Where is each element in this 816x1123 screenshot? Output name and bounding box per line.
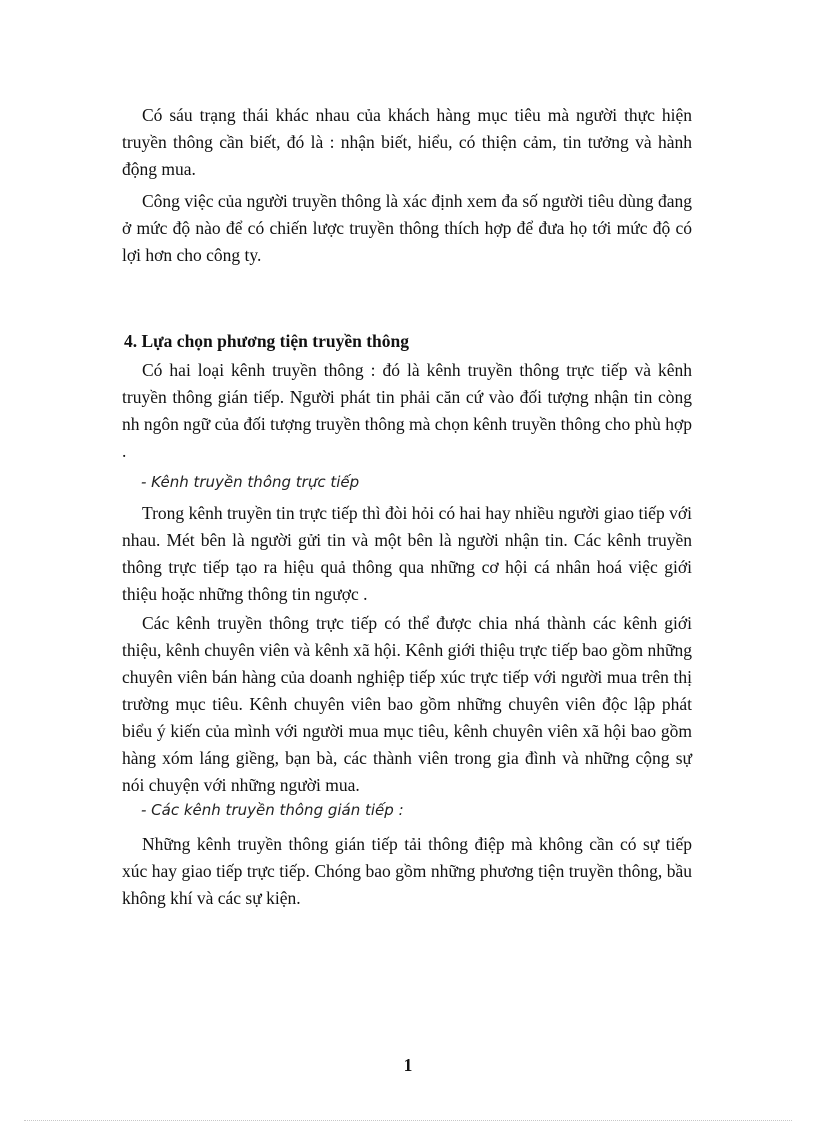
footer-divider [24, 1120, 792, 1121]
paragraph-communicator-task: Công việc của người truyền thông là xác định xem đa số người tiêu dùng đang ở mức độ nào để có chiến lược truyền thông thích hợp để đưa họ tới mức độ có lợi hơn cho công ty. [122, 191, 692, 265]
paragraph-customer-states: Có sáu trạng thái khác nhau của khách hàng mục tiêu mà người thực hiện truyền thông cần biết, đó là : nhận biết, hiểu, có thiện cảm, tin tưởng và hành động mua. [122, 105, 692, 179]
subheading-direct-channel: - Kênh truyền thông trực tiếp [141, 473, 360, 491]
paragraph-indirect-channel: Những kênh truyền thông gián tiếp tải thông điệp mà không cần có sự tiếp xúc hay giao tiếp trực tiếp. Chóng bao gồm những phương tiện truyền thông, bầu không khí và các sự kiện. [122, 834, 692, 908]
page-number: 1 [403, 1055, 413, 1075]
paragraph-direct-channel: Trong kênh truyền tin trực tiếp thì đòi hỏi có hai hay nhiều người giao tiếp với nhau. Mét bên là người gửi tin và một bên là người nhận tin. Các kênh truyền thông trực tiếp tạo ra hiệu quả thông qua những cơ hội cá nhân hoá việc giới thiệu hoặc những thông tin ngược . [122, 503, 692, 604]
paragraph-channel-types: Có hai loại kênh truyền thông : đó là kênh truyền thông trực tiếp và kênh truyền thông gián tiếp. Người phát tin phải căn cứ vào đối tượng nhận tin còng nh ngôn ngữ của đối tượng truyền thông mà chọn kênh truyền thông cho phù hợp . [122, 360, 692, 461]
subheading-indirect-channel: - Các kênh truyền thông gián tiếp : [141, 801, 404, 819]
paragraph-direct-channel-types: Các kênh truyền thông trực tiếp có thể được chia nhá thành các kênh giới thiệu, kênh chuyên viên và kênh xã hội. Kênh giới thiệu trực tiếp bao gồm những chuyên viên bán hàng của doanh nghiệp tiếp xúc trực tiếp với người mua trên thị trường mục tiêu. Kênh chuyên viên bao gồm những chuyên viên độc lập phát biểu ý kiến của mình với người mua mục tiêu, kênh chuyên viên xã hội bao gồm hàng xóm láng giềng, bạn bà, các thành viên trong gia đình và những cộng sự nói chuyện với những người mua. [122, 613, 692, 795]
section-heading: 4. Lựa chọn phương tiện truyền thông [124, 331, 409, 351]
